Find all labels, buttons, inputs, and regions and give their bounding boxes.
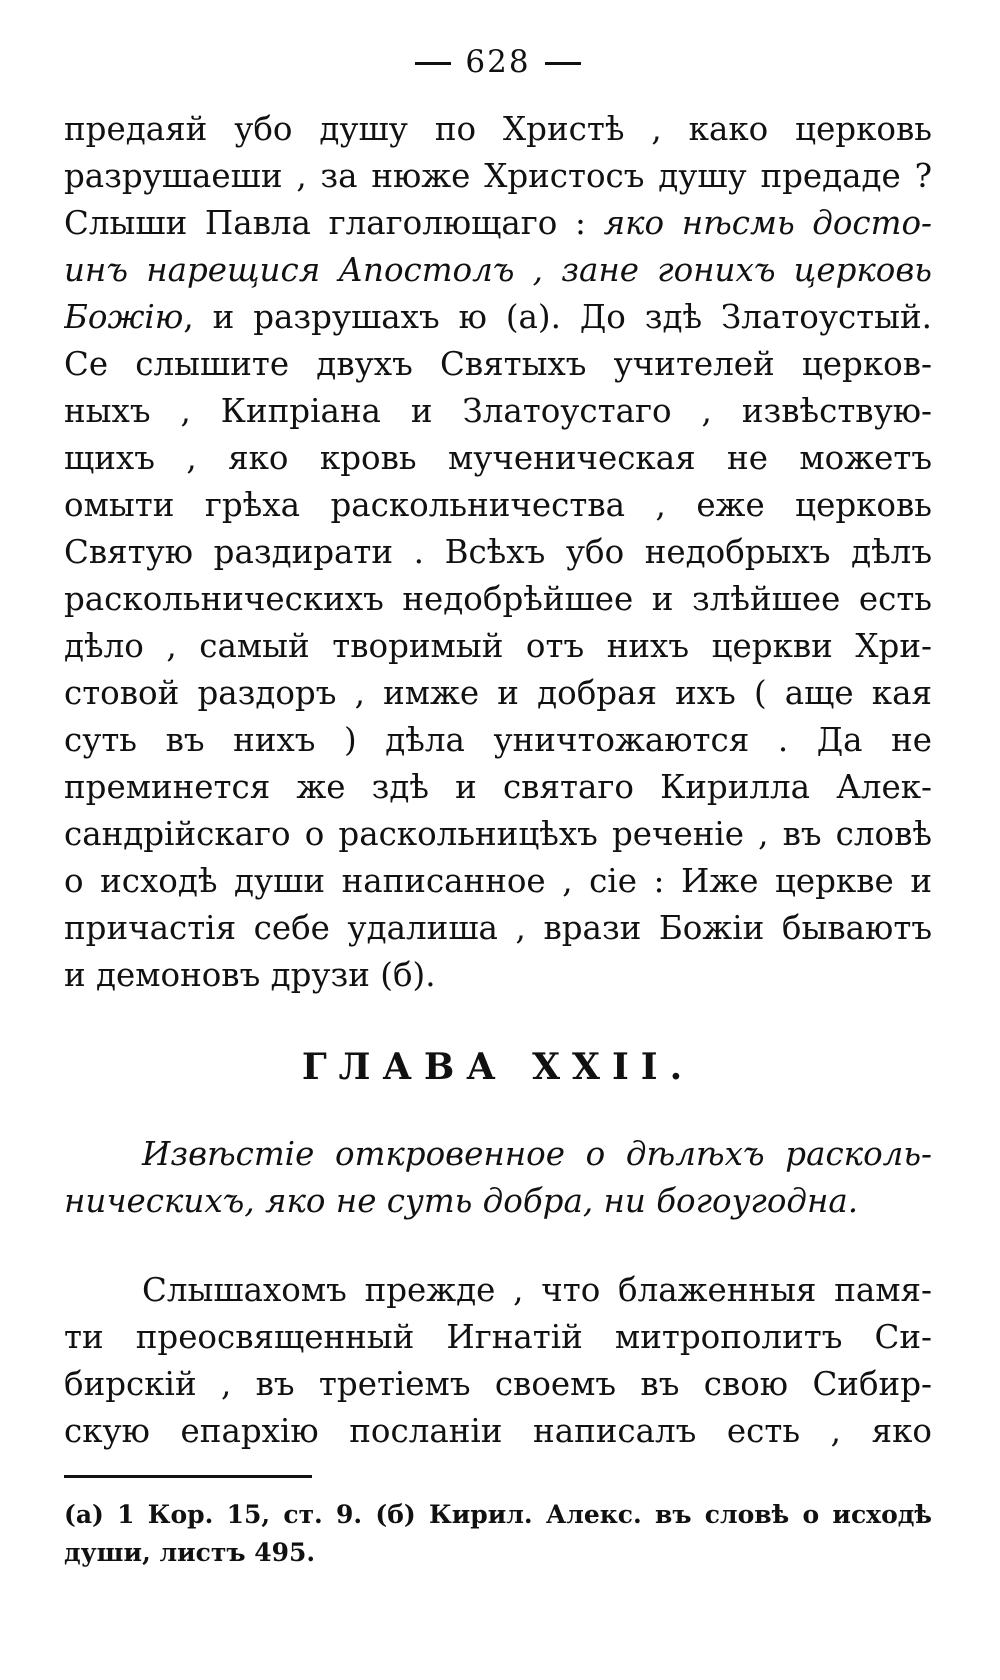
subtitle-line: ническихъ, яко не суть добра, ни богоугодна. xyxy=(64,1182,859,1220)
text-line: разрушаеши , за нюже Христосъ душу предаде ? xyxy=(64,157,932,195)
text-line: предаяй убо душу по Христѣ , како церковь xyxy=(64,110,932,148)
text-segment: , и разрушахъ ю (а). До здѣ Златоустый. xyxy=(183,298,932,336)
chapter-title: ГЛАВА XXII. xyxy=(301,1046,695,1088)
text-line: суть въ нихъ ) дѣла уничтожаются . Да не xyxy=(64,721,932,759)
text-line: причастія себе удалиша , врази Божіи бываютъ xyxy=(64,909,932,947)
text-line: стовой раздоръ , имже и добрая ихъ ( аще кая xyxy=(64,674,932,712)
text-line: Се слышите двухъ Святыхъ учителей церков- xyxy=(64,345,932,383)
page-number-dash-left xyxy=(415,62,451,65)
chapter-subtitle xyxy=(64,1131,932,1225)
text-line: скую епархію посланіи написалъ есть , яко xyxy=(64,1412,932,1450)
page-number-value: 628 xyxy=(465,44,531,80)
text-line xyxy=(64,294,932,341)
text-segment: Слыши Павла глаголющаго : xyxy=(64,204,604,242)
text-line: раскольническихъ недобрѣйшее и злѣйшее есть xyxy=(64,580,932,618)
footnotes xyxy=(64,1496,932,1572)
text-line: бирскій , въ третіемъ своемъ въ свою Сибир- xyxy=(64,1365,932,1403)
text-line: и демоновъ друзи (б). xyxy=(64,956,436,994)
text-line: сандрійскаго о раскольницѣхъ реченіе , въ словѣ xyxy=(64,815,932,853)
subtitle-line: Извѣстіе откровенное о дѣлѣхъ расколь- xyxy=(142,1135,932,1173)
footnote-line: (а) 1 Кор. 15, ст. 9. (б) Кирил. Алекс. въ словѣ о исходѣ xyxy=(64,1500,932,1529)
text-line: омыти грѣха раскольничества , еже церковь xyxy=(64,486,932,524)
text-line: о исходѣ души написанное , сіе : Иже церкве и xyxy=(64,862,932,900)
text-line: инъ нарещися Апостолъ , зане гонихъ церковь xyxy=(64,251,932,289)
text-line: ныхъ , Кипріана и Златоустаго , извѣствую- xyxy=(64,392,932,430)
text-line xyxy=(64,200,932,247)
page-number-dash-right xyxy=(545,62,581,65)
text-line: щихъ , яко кровь мученическая не можетъ xyxy=(64,439,932,477)
text-line: Святую раздирати . Всѣхъ убо недобрыхъ дѣлъ xyxy=(64,533,932,571)
footnote-divider xyxy=(64,1475,312,1478)
text-line: Слышахомъ прежде , что блаженныя памя- xyxy=(142,1271,932,1309)
body-text-top xyxy=(64,106,932,999)
text-line: ти преосвященный Игнатій митрополитъ Си- xyxy=(64,1318,932,1356)
text-line: дѣло , самый творимый отъ нихъ церкви Хри- xyxy=(64,627,932,665)
text-line: преминется же здѣ и святаго Кирилла Алек- xyxy=(64,768,932,806)
paragraph-gap xyxy=(64,1225,932,1267)
quotation-italic: яко нѣсмь досто- xyxy=(603,204,932,242)
body-text-bottom xyxy=(64,1267,932,1455)
footnote-line: души, листъ 495. xyxy=(64,1538,316,1567)
page-number xyxy=(64,38,932,86)
quotation-italic: Божію xyxy=(64,298,184,336)
